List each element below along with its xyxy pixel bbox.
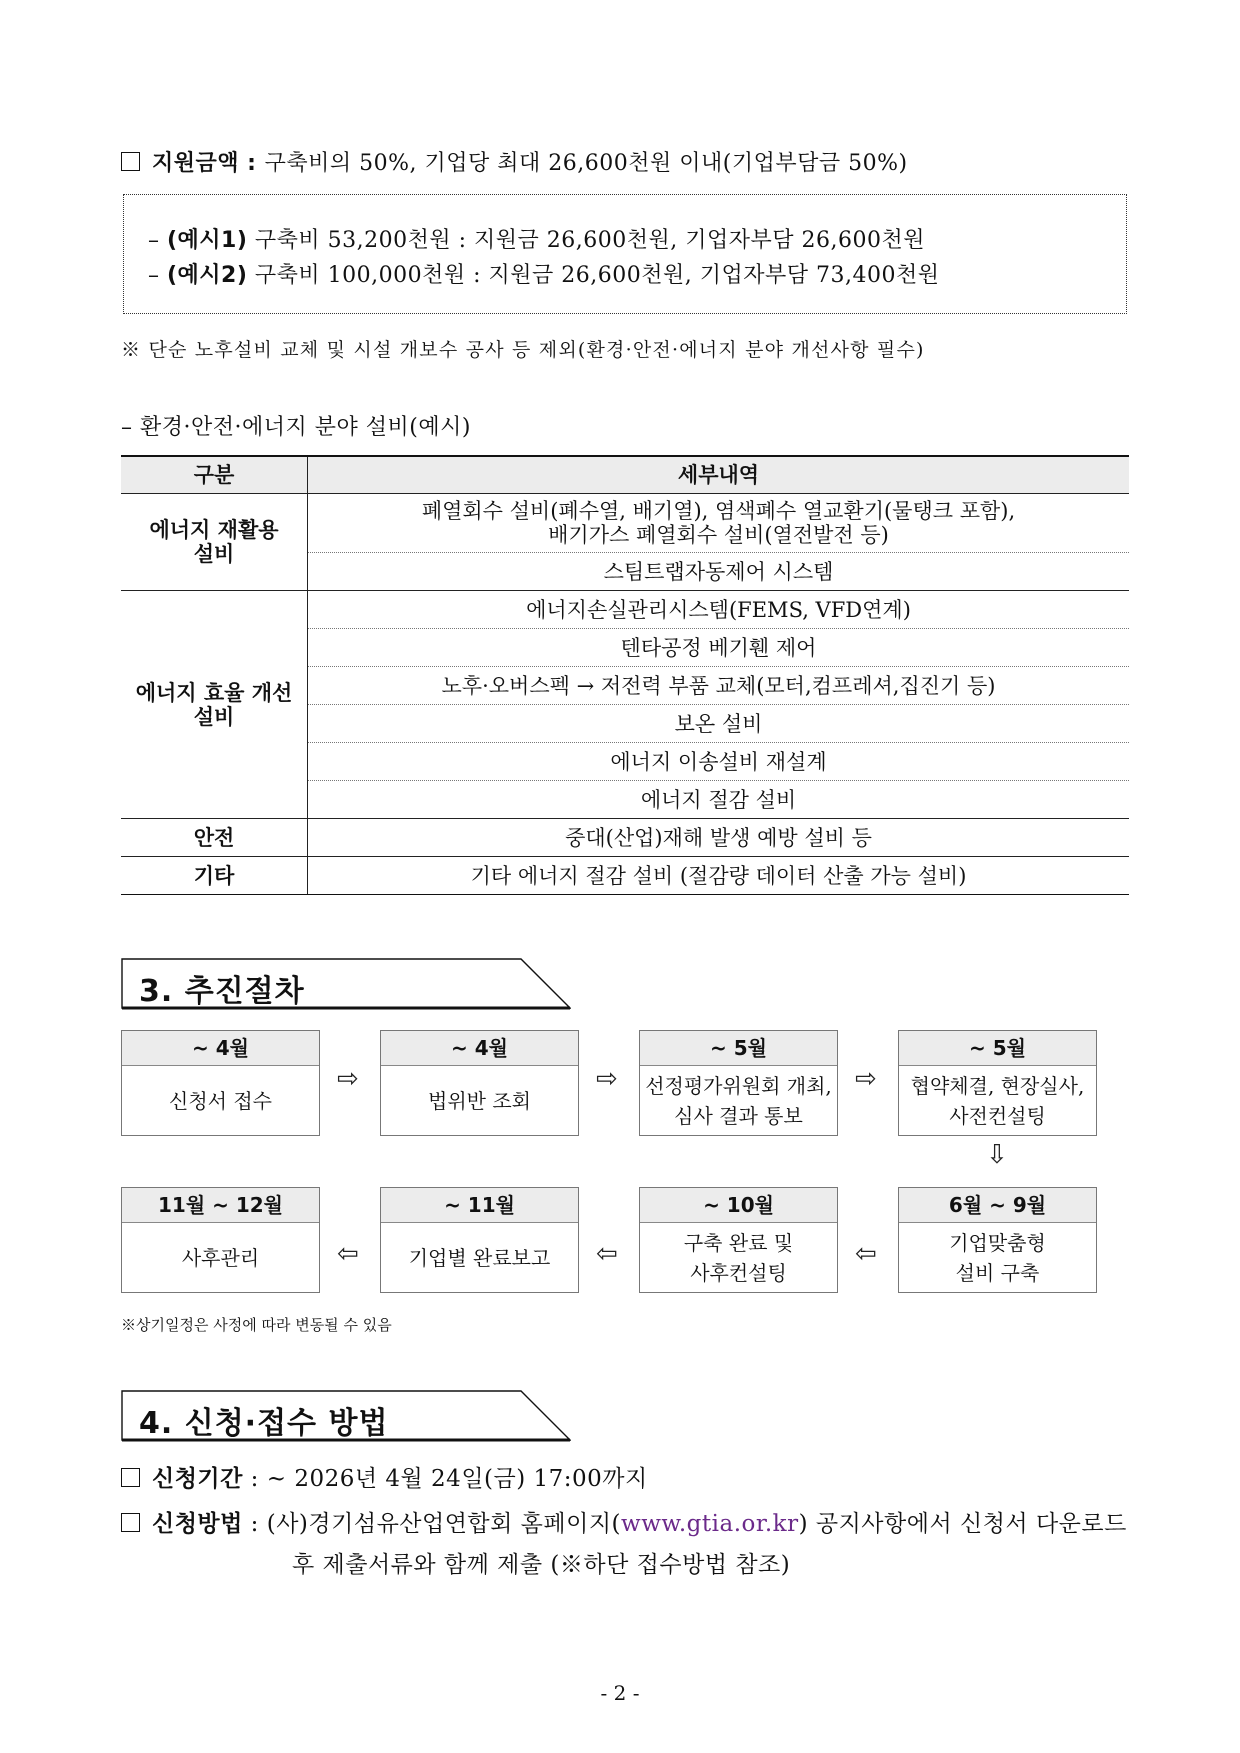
step-when: ~ 10월 (640, 1188, 837, 1223)
arrow-right-icon: ⇨ (596, 1064, 618, 1094)
detail-cell: 중대(산업)재해 발생 예방 설비 등 (308, 819, 1130, 857)
table-header-row (121, 456, 1129, 494)
step-what: 신청서 접수 (169, 1088, 272, 1113)
detail-cell: 노후·오버스펙 → 저전력 부품 교체(모터,컴프레셔,집진기 등) (308, 667, 1130, 705)
period-label: 신청기간 (152, 1466, 243, 1492)
dash: – (148, 263, 167, 288)
section-4-header (121, 1390, 571, 1442)
step-when: ~ 5월 (640, 1031, 837, 1066)
arrow-right-icon: ⇨ (337, 1064, 359, 1094)
step-what: 협약체결, 현장실사, 사전컨설팅 (910, 1073, 1085, 1128)
detail-cell: 기타 에너지 절감 설비 (절감량 데이터 산출 가능 설비) (308, 857, 1130, 895)
step-what: 기업별 완료보고 (408, 1245, 551, 1270)
step-what: 기업맞춤형 설비 구축 (949, 1230, 1046, 1285)
example-2 (148, 258, 940, 289)
detail-cell: 텐타공정 베기휀 제어 (308, 629, 1130, 667)
step-what: 사후관리 (181, 1245, 260, 1270)
category-cell: 에너지 재활용 설비 (121, 494, 308, 591)
checkbox-square-icon (121, 1513, 140, 1532)
process-step (898, 1187, 1097, 1293)
detail-cell: 에너지손실관리시스템(FEMS, VFD연계) (308, 591, 1130, 629)
process-step (121, 1030, 320, 1136)
section-3-header (121, 958, 571, 1010)
detail-cell: 스팀트랩자동제어 시스템 (308, 553, 1130, 591)
example-text: 구축비 53,200천원 : 지원금 26,600천원, 기업자부담 26,600천원 (247, 228, 926, 253)
step-when: ~ 5월 (899, 1031, 1096, 1066)
process-step (121, 1187, 320, 1293)
example-text: 구축비 100,000천원 : 지원금 26,600천원, 기업자부담 73,400천원 (247, 263, 940, 288)
detail-cell: 폐열회수 설비(폐수열, 배기열), 염색폐수 열교환기(물탱크 포함), 배기가스 폐열회수 설비(열전발전 등) (308, 494, 1130, 553)
category-cell: 에너지 효율 개선 설비 (121, 591, 308, 819)
support-colon: : (239, 151, 265, 176)
support-text: 구축비의 50%, 기업당 최대 26,600천원 이내(기업부담금 50%) (264, 151, 908, 176)
method-text: : (사)경기섬유산업연합회 홈페이지( (242, 1511, 622, 1537)
step-what: 구축 완료 및 사후컨설팅 (683, 1230, 794, 1285)
website-link[interactable]: www.gtia.or.kr (621, 1511, 799, 1537)
table-header: 세부내역 (308, 456, 1130, 494)
arrow-left-icon: ⇦ (596, 1239, 618, 1269)
table-row (121, 819, 1129, 857)
checkbox-square-icon (121, 1468, 140, 1487)
section-3-title: 3. 추진절차 (139, 974, 305, 1009)
table-row (121, 494, 1129, 553)
arrow-left-icon: ⇦ (337, 1239, 359, 1269)
step-when: ~ 4월 (122, 1031, 319, 1066)
arrow-left-icon: ⇦ (855, 1239, 877, 1269)
equipment-title: – 환경·안전·에너지 분야 설비(예시) (121, 415, 471, 440)
example-box (123, 194, 1127, 314)
category-cell: 기타 (121, 857, 308, 895)
schedule-note: ※상기일정은 사정에 따라 변동될 수 있음 (121, 1316, 392, 1334)
step-when: ~ 4월 (381, 1031, 578, 1066)
process-step (639, 1030, 838, 1136)
category-cell: 안전 (121, 819, 308, 857)
detail-cell: 에너지 이송설비 재설계 (308, 743, 1130, 781)
page-number: - 2 - (600, 1681, 640, 1705)
step-what: 선정평가위원회 개최, 심사 결과 통보 (645, 1073, 832, 1128)
detail-cell: 보온 설비 (308, 705, 1130, 743)
table-row (121, 591, 1129, 629)
application-method-line (121, 1505, 1127, 1538)
arrow-right-icon: ⇨ (855, 1064, 877, 1094)
equipment-table (121, 455, 1129, 895)
example-tag: (예시1) (167, 228, 248, 253)
process-step (898, 1030, 1097, 1136)
support-note: ※ 단순 노후설비 교체 및 시설 개보수 공사 등 제외(환경·안전·에너지 분야 개선사항 필수) (121, 339, 925, 361)
table-header: 구분 (121, 456, 308, 494)
checkbox-square-icon (121, 152, 140, 171)
table-row (121, 857, 1129, 895)
method-label: 신청방법 (152, 1511, 243, 1537)
arrow-down-icon: ⇩ (986, 1140, 1008, 1170)
example-tag: (예시2) (167, 263, 248, 288)
step-when: ~ 11월 (381, 1188, 578, 1223)
method-text-continued: 후 제출서류와 함께 제출 (※하단 접수방법 참조) (292, 1552, 791, 1578)
step-what: 법위반 조회 (428, 1088, 531, 1113)
period-text: : ~ 2026년 4월 24일(금) 17:00까지 (242, 1466, 648, 1492)
dash: – (148, 228, 167, 253)
process-step (639, 1187, 838, 1293)
detail-cell: 에너지 절감 설비 (308, 781, 1130, 819)
process-step (380, 1030, 579, 1136)
step-when: 11월 ~ 12월 (122, 1188, 319, 1223)
support-amount-line (121, 146, 908, 177)
section-4-title: 4. 신청·접수 방법 (139, 1406, 389, 1441)
method-text: ) 공지사항에서 신청서 다운로드 (798, 1511, 1127, 1537)
application-period-line (121, 1460, 648, 1493)
example-1 (148, 223, 925, 254)
support-label: 지원금액 (152, 151, 240, 176)
step-when: 6월 ~ 9월 (899, 1188, 1096, 1223)
process-step (380, 1187, 579, 1293)
